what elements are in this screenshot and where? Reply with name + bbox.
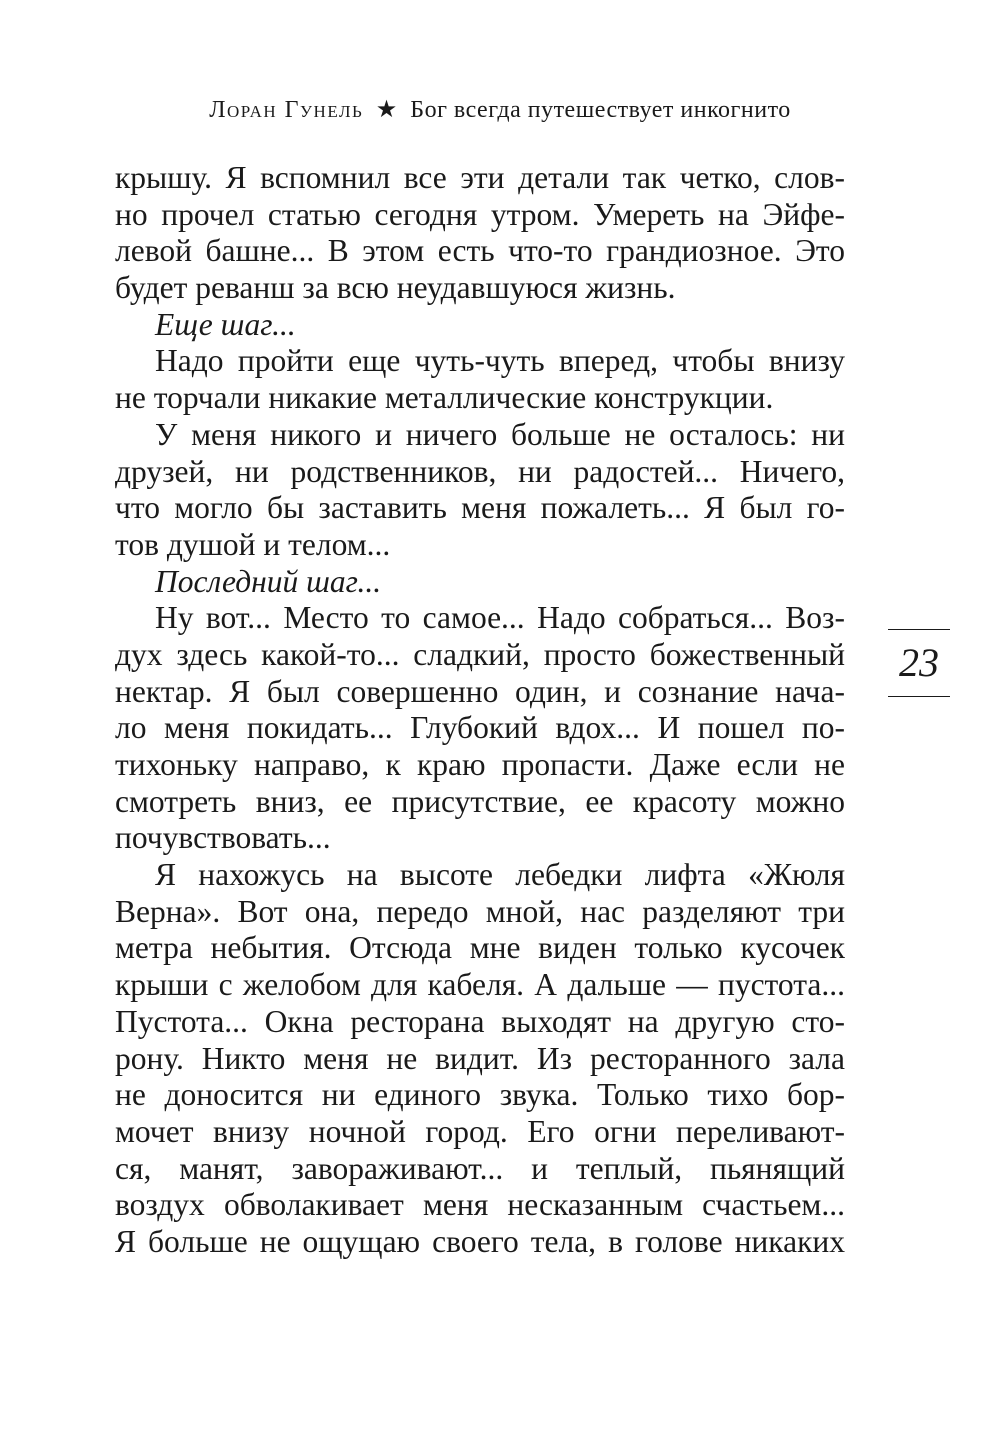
text-line: Пустота... Окна ресторана выходят на другую сто- [115, 1003, 845, 1039]
body-text [115, 160, 845, 1261]
text-line: Надо пройти еще чуть-чуть вперед, чтобы внизу [155, 343, 845, 379]
text-line: крыши с желобом для кабеля. А дальше — пустота... [115, 967, 845, 1003]
text-line: рону. Никто меня не видит. Из ресторанного зала [115, 1040, 845, 1076]
text-line: метра небытия. Отсюда мне виден только кусочек [115, 930, 845, 966]
text-line: мочет внизу ночной город. Его огни переливают- [115, 1113, 845, 1149]
text-line: смотреть вниз, ее присутствие, ее красоту можно [115, 783, 845, 819]
text-line: Ну вот... Место то самое... Надо собраться... Воз- [155, 600, 845, 636]
text-line: что могло бы заставить меня пожалеть... Я был го- [115, 490, 845, 526]
running-head-author: Лоран Гунель [209, 97, 364, 123]
text-line: ся, манят, завораживают... и теплый, пьянящий [115, 1150, 845, 1186]
text-line: тов душой и телом... [115, 526, 391, 562]
text-line: не торчали никакие металлические конструкции. [115, 380, 774, 416]
text-line: воздух обволакивает меня несказанным счастьем... [115, 1187, 845, 1223]
text-line: друзей, ни родственников, ни радостей... Ничего, [115, 453, 845, 489]
text-line: Еще шаг... [155, 306, 296, 342]
text-line: Я нахожусь на высоте лебедки лифта «Жюля [155, 857, 845, 893]
running-head [160, 95, 840, 124]
text-line: У меня никого и ничего больше не осталось: ни [155, 416, 845, 452]
text-line: крышу. Я вспомнил все эти детали так четко, слов- [115, 160, 845, 195]
text-line: Я больше не ощущаю своего тела, в голове никаких [115, 1223, 845, 1259]
text-line: левой башне... В этом есть что-то грандиозное. Это [115, 233, 845, 269]
page-number-bottom-rule [888, 696, 950, 697]
page-number-block [888, 629, 950, 697]
text-line: ло меня покидать... Глубокий вдох... И пошел по- [115, 710, 845, 746]
text-line: но прочел статью сегодня утром. Умереть на Эйфе- [115, 196, 845, 232]
text-line: не доносится ни единого звука. Только тихо бор- [115, 1077, 845, 1113]
running-head-title: Бог всегда путешествует инкогнито [410, 97, 791, 123]
text-line: Последний шаг... [155, 563, 382, 599]
text-line: будет реванш за всю неудавшуюся жизнь. [115, 270, 676, 306]
page-number: 23 [899, 640, 939, 685]
text-line: дух здесь какой-то... сладкий, просто божественный [115, 636, 845, 672]
text-line: Верна». Вот она, передо мной, нас разделяют три [115, 893, 845, 929]
text-line: тихоньку направо, к краю пропасти. Даже если не [115, 747, 845, 782]
text-line: нектар. Я был совершенно один, и сознание нача- [115, 673, 845, 709]
star-icon: ★ [375, 97, 398, 123]
text-line: почувствовать... [115, 820, 331, 856]
